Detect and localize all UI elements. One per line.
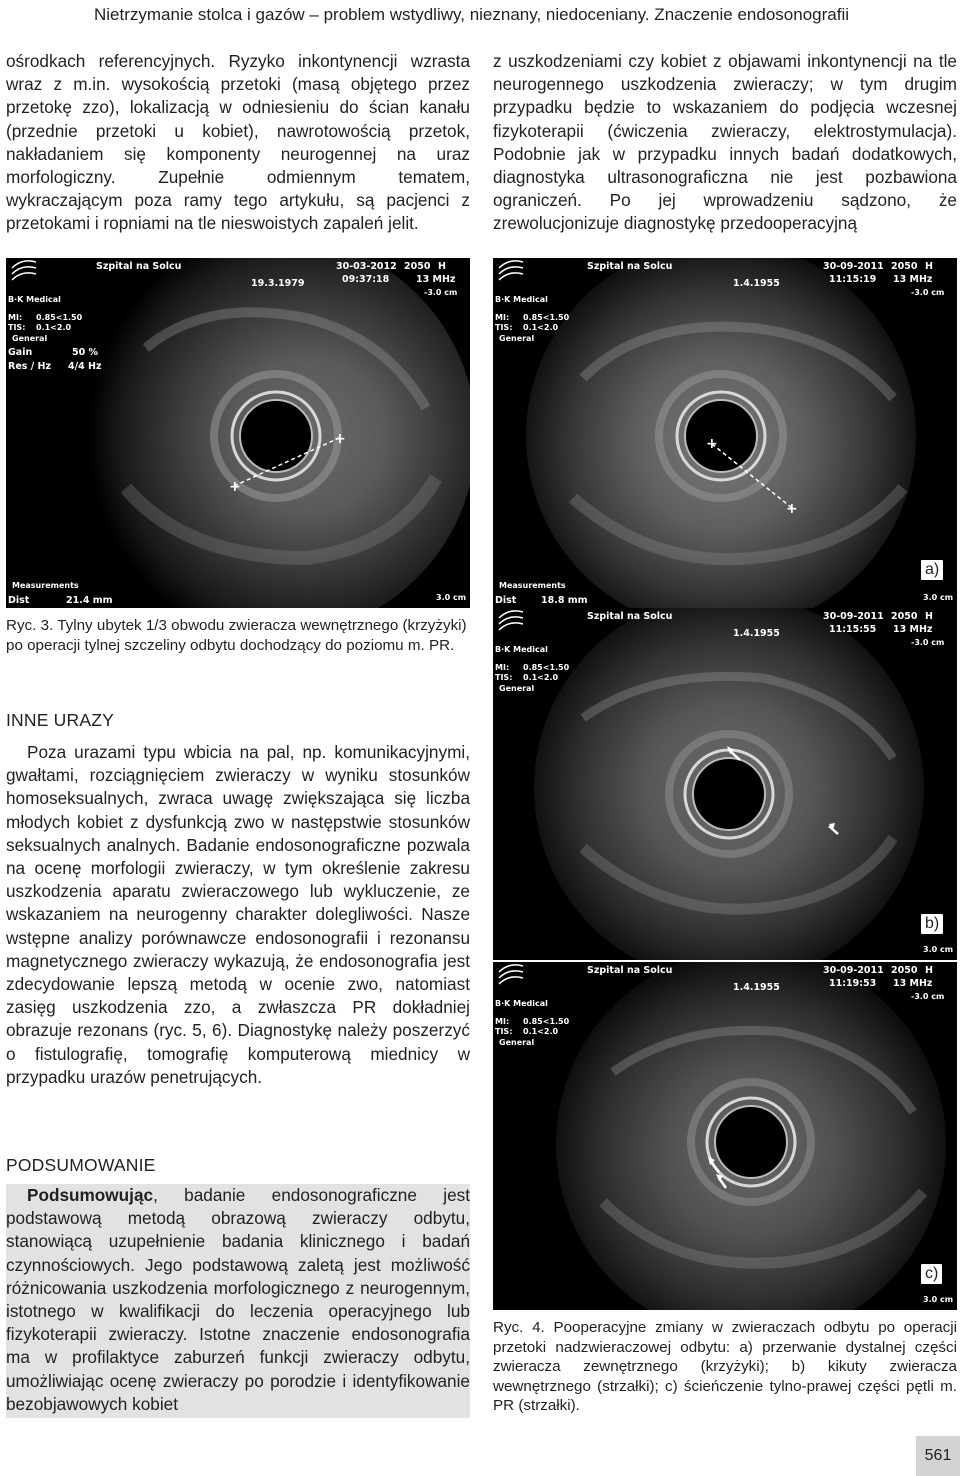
panel-label-b: b) — [921, 914, 943, 934]
depth-top: -3.0 cm — [911, 992, 945, 1001]
probe-lumen — [685, 400, 757, 472]
paragraph: Poza urazami typu wbicia na pal, np. komunikacyjnymi, gwałtami, rozciągnięciem zwieraczy w wyniku stosunków homoseksualnych, zwraca uwagę zwiększająca się liczba młodych kobiet z dysfunkcją zwo w następstwie stosunków seksualnych analnych. Badanie endosonograficzne pozwala na ocenę morfologii zwieraczy, w tym określenie zakresu uszkodzenia aparatu zwieraczowego lub wykluczenie, ze wskazaniem na neurogenny charakter dolegliwości. Nasze wstępne analizy porównawcze endosonografii i rezonansu magnetycznego zwieraczy wykazują, że endosonografia jest zdecydowanie lepszą metodą w ocenie zwo, natomiast zasięg uszkodzenia zzo, a zwłaszcza PR dokładniej obrazuje rezonans (ryc. 5, 6). Diagnostykę należy poszerzyć o fistulografię, tomografię komputerową miednicy w przypadku urazów penetrujących. — [6, 742, 470, 1087]
brand-text: B·K Medical — [8, 295, 61, 304]
hospital-name: Szpital na Solcu — [587, 261, 673, 272]
depth-bottom: 3.0 cm — [436, 593, 467, 602]
general-label: General — [499, 334, 535, 343]
exam-time: 11:19:53 — [829, 978, 877, 989]
mi-value: 0.85<1.50 — [523, 313, 570, 322]
mi-label: MI: — [495, 313, 510, 322]
res-label: Res / Hz — [8, 361, 51, 372]
right-column-intro — [493, 50, 957, 236]
dist-value: 21.4 mm — [66, 595, 113, 606]
depth-bottom: 3.0 cm — [923, 1295, 954, 1304]
probe-id: 2050 — [891, 261, 918, 272]
mi-label: MI: — [495, 663, 510, 672]
probe-id: 2050 — [404, 261, 431, 272]
ultrasound-image — [493, 608, 957, 960]
page-number: 561 — [916, 1436, 960, 1476]
figure-3-ultrasound — [6, 258, 470, 608]
general-label: General — [12, 334, 48, 343]
frequency: 13 MHz — [416, 274, 456, 285]
frequency: 13 MHz — [893, 624, 933, 635]
paragraph: z uszkodzeniami czy kobiet z objawami inkontynencji na tle neurogennego uszkodzenia zwieraczy; w tym drugim przypadku będzie to wskazaniem do podjęcia wczesnej fizykoterapii (ćwiczenia zwieraczy, elektrostymulacja). Podobnie jak w przypadku innych badań dodatkowych, diagnostyka ultrasonograficzna nie jest pozbawiona ograniczeń. Po jej wprowadzeniu sądzono, że zrewolucjonizuje diagnostykę przedooperacyjną — [493, 51, 957, 234]
probe-lumen — [693, 758, 765, 830]
figure-4a-ultrasound — [493, 258, 957, 608]
probe-lumen — [715, 1106, 787, 1178]
mi-label: MI: — [495, 1017, 510, 1026]
running-head: Nietrzymanie stolca i gazów – problem wstydliwy, nieznany, niedoceniany. Znaczenie endosonografii — [94, 5, 849, 24]
tis-label: TIS: — [495, 1027, 513, 1036]
gain-label: Gain — [8, 347, 33, 358]
tis-label: TIS: — [8, 323, 26, 332]
ultrasound-image — [493, 962, 957, 1310]
hospital-name: Szpital na Solcu — [587, 965, 673, 976]
section-heading-inne-urazy: INNE URAZY — [6, 710, 114, 730]
panel-label-c: c) — [921, 1264, 942, 1284]
general-label: General — [499, 1038, 535, 1047]
gain-value: 50 % — [72, 347, 99, 358]
depth-top: -3.0 cm — [424, 288, 458, 297]
probe-lumen — [240, 400, 312, 472]
probe-id: 2050 — [891, 611, 918, 622]
brand-text: B·K Medical — [495, 295, 548, 304]
patient-dob: 1.4.1955 — [733, 628, 780, 639]
probe-mode: H — [925, 611, 933, 622]
measurements-label: Measurements — [499, 581, 566, 590]
probe-mode: H — [925, 965, 933, 976]
hospital-name: Szpital na Solcu — [96, 261, 182, 272]
tis-value: 0.1<2.0 — [523, 1027, 559, 1036]
section-heading-podsumowanie: PODSUMOWANIE — [6, 1155, 156, 1175]
cross-marker: + — [334, 431, 346, 447]
depth-bottom: 3.0 cm — [923, 945, 954, 954]
tis-value: 0.1<2.0 — [523, 673, 559, 682]
figure-3-caption: Ryc. 3. Tylny ubytek 1/3 obwodu zwieracza wewnętrznego (krzyżyki) po operacji tylnej szczeliny odbytu dochodzący do poziomu m. PR. — [6, 617, 467, 654]
figure-4-caption: Ryc. 4. Pooperacyjne zmiany w zwieraczach odbytu po operacji przetoki nadzwieraczowej odbytu: a) przerwanie dystalnej części zwieracza zewnętrznego (krzyżyki); b) kikuty zwieracza wewnętrznego (strzałki); c) ścieńczenie tylno-prawej części pętli m. PR (strzałki). — [493, 1319, 957, 1415]
tis-value: 0.1<2.0 — [36, 323, 72, 332]
dist-label: Dist — [495, 595, 517, 606]
general-label: General — [499, 684, 535, 693]
left-column-intro — [6, 50, 470, 236]
probe-mode: H — [438, 261, 446, 272]
exam-date: 30-09-2011 — [823, 261, 884, 272]
paragraph — [6, 1184, 470, 1416]
probe-mode: H — [925, 261, 933, 272]
ultrasound-image — [6, 258, 470, 608]
mi-value: 0.85<1.50 — [523, 1017, 570, 1026]
cross-marker: + — [229, 479, 241, 495]
depth-bottom: 3.0 cm — [923, 593, 954, 602]
exam-time: 11:15:55 — [829, 624, 877, 635]
mi-label: MI: — [8, 313, 23, 322]
exam-date: 30-09-2011 — [823, 611, 884, 622]
depth-top: -3.0 cm — [911, 638, 945, 647]
patient-dob: 19.3.1979 — [251, 278, 305, 289]
summary-text: , badanie endosonograficzne jest podstawową metodą obrazową zwieraczy odbytu, stanowiącą uzupełnienie badania klinicznego i badań czynnościowych. Jego podstawową zaletą jest możliwość różnicowania uszkodzenia morfologicznego z neurogennym, istotnego w kwalifikacji do leczenia operacyjnego lub fizykoterapii zwieraczy. Istotne znaczenie endosonografia ma w profilaktyce zaburzeń funkcji zwieraczy odbytu, umożliwiając ocenę zwieraczy po porodzie i identyfikowanie bezobjawowych kobiet — [6, 1185, 470, 1414]
hospital-name: Szpital na Solcu — [587, 611, 673, 622]
summary-lead: Podsumowując — [27, 1185, 154, 1205]
depth-top: -3.0 cm — [911, 288, 945, 297]
cross-marker: + — [786, 501, 798, 517]
dist-value: 18.8 mm — [541, 595, 588, 606]
cross-marker: + — [706, 436, 718, 452]
exam-time: 11:15:19 — [829, 274, 877, 285]
patient-dob: 1.4.1955 — [733, 278, 780, 289]
frequency: 13 MHz — [893, 274, 933, 285]
figure-4b-ultrasound — [493, 608, 957, 960]
tis-value: 0.1<2.0 — [523, 323, 559, 332]
brand-text: B·K Medical — [495, 645, 548, 654]
mi-value: 0.85<1.50 — [36, 313, 83, 322]
section-inne-urazy-body — [6, 741, 470, 1089]
exam-time: 09:37:18 — [342, 274, 390, 285]
patient-dob: 1.4.1955 — [733, 982, 780, 993]
frequency: 13 MHz — [893, 978, 933, 989]
panel-label-a: a) — [921, 560, 943, 580]
mi-value: 0.85<1.50 — [523, 663, 570, 672]
figure-4c-ultrasound — [493, 962, 957, 1310]
probe-id: 2050 — [891, 965, 918, 976]
tis-label: TIS: — [495, 673, 513, 682]
brand-text: B·K Medical — [495, 999, 548, 1008]
ultrasound-image — [493, 258, 957, 608]
summary-box — [6, 1184, 470, 1418]
res-value: 4/4 Hz — [68, 361, 102, 372]
paragraph: ośrodkach referencyjnych. Ryzyko inkontynencji wzrasta wraz z m.in. wysokością przetoki (masą objętego przez przetokę zzo), lokalizacją w odniesieniu do ścian kanału (przednie przetoki u kobiet), nawrotowością przetok, nakładaniem się komponenty neurogennej na uraz morfologiczny. Zupełnie odmiennym tematem, wykraczającym poza ramy tego artykułu, są pacjenci z przetokami i ropniami na tle nieswoistych zapaleń jelit. — [6, 51, 470, 234]
tis-label: TIS: — [495, 323, 513, 332]
exam-date: 30-03-2012 — [336, 261, 397, 272]
exam-date: 30-09-2011 — [823, 965, 884, 976]
dist-label: Dist — [8, 595, 30, 606]
measurements-label: Measurements — [12, 581, 79, 590]
